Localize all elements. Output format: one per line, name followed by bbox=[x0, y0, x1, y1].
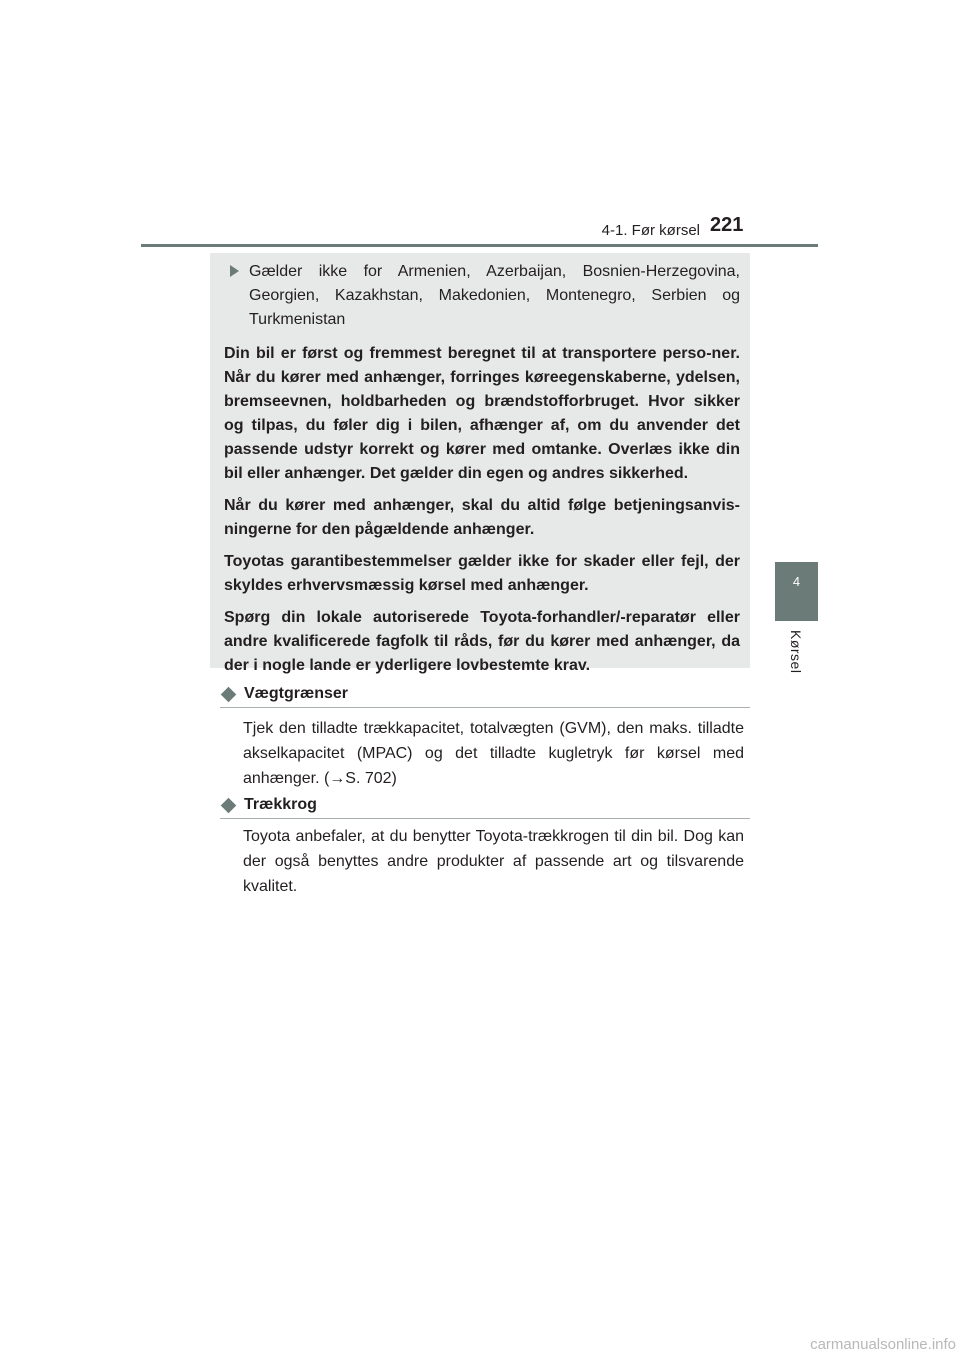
warning-paragraph: Når du kører med anhænger, skal du altid følge betjeningsanvis-ningerne for den pågældende anhænger. bbox=[224, 497, 740, 538]
page-number: 221 bbox=[710, 214, 744, 236]
chapter-label-container bbox=[772, 630, 820, 680]
section-body-weight-limits: Tjek den tilladte trækkapacitet, totalvægten (GVM), den maks. tilladte akselkapacitet (MPAC) og det tilladte kugletryk før kørsel med anhænger. (→S. 702) bbox=[243, 720, 744, 787]
applicability-note bbox=[230, 260, 740, 332]
chapter-tab bbox=[775, 562, 818, 621]
warning-paragraph: Spørg din lokale autoriserede Toyota-forhandler/-reparatør eller andre kvalificerede fagfolk til råds, før du kører med anhænger, da der i nogle lande er yderligere lovbestemte krav. bbox=[224, 609, 740, 674]
section-heading-weight-limits bbox=[220, 681, 750, 708]
diamond-icon bbox=[221, 686, 237, 702]
watermark: carmanualsonline.info bbox=[810, 1336, 956, 1353]
section-heading-tow-hitch bbox=[220, 792, 750, 819]
warning-paragraph: Toyotas garantibestemmelser gælder ikke for skader eller fejl, der skyldes erhvervsmæssig kørsel med anhænger. bbox=[224, 553, 740, 594]
section-title: Vægtgrænser bbox=[244, 685, 349, 702]
section-title: Trækkrog bbox=[244, 796, 317, 813]
applicability-text: Gælder ikke for Armenien, Azerbaijan, Bosnien-Herzegovina, Georgien, Kazakhstan, Makedonien, Montenegro, Serbien og Turkmenistan bbox=[249, 263, 740, 328]
section-body-tow-hitch: Toyota anbefaler, at du benytter Toyota-trækkrogen til din bil. Dog kan der også benyttes andre produkter af passende art og tilsvarende kvalitet. bbox=[243, 828, 744, 895]
triangle-bullet-icon bbox=[230, 265, 239, 277]
chapter-label: Kørsel bbox=[788, 630, 804, 674]
diamond-icon bbox=[221, 797, 237, 813]
header-divider bbox=[141, 244, 818, 247]
header-section-title: 4-1. Før kørsel bbox=[601, 222, 700, 239]
chapter-number: 4 bbox=[792, 574, 801, 589]
warning-paragraph: Din bil er først og fremmest beregnet til at transportere perso-ner. Når du kører med anhænger, forringes køreegenskaberne, ydelsen, bremseevnen, holdbarheden og brændstofforbruget. Hvor sikker og tilpas, du føler dig i bilen, afhænger af, om du anvender det passende udstyr korrekt og kører med omtanke. Overlæs ikke din bil eller anhænger. Det gælder din egen og andres sikkerhed. bbox=[224, 345, 740, 482]
warning-box bbox=[210, 253, 750, 674]
